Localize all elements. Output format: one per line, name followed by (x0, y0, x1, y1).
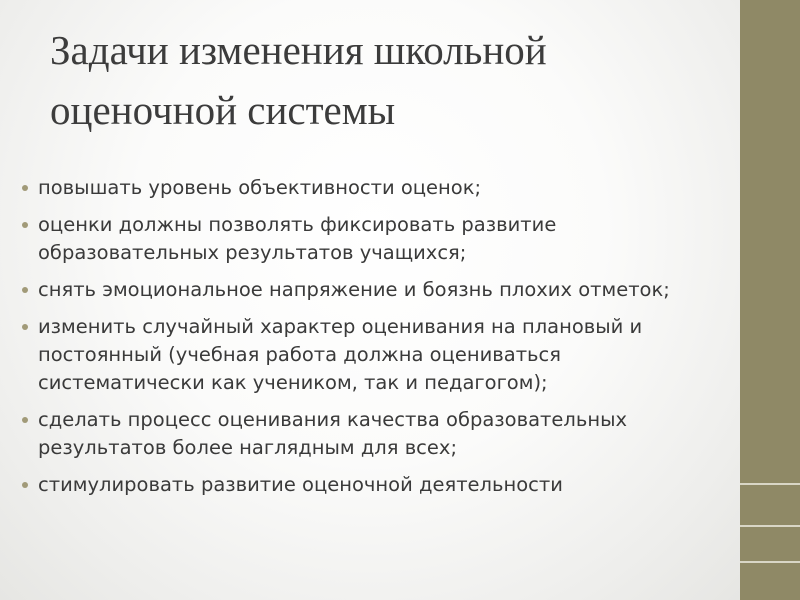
bullet-dot-icon (22, 417, 28, 423)
bullet-text: повышать уровень объективности оценок; (38, 176, 482, 199)
bullet-dot-icon (22, 287, 28, 293)
bullet-list (20, 174, 710, 508)
side-bar-stripe (740, 561, 800, 563)
bullet-dot-icon (22, 222, 28, 228)
bullet-dot-icon (22, 185, 28, 191)
bullet-item (20, 406, 710, 462)
bullet-dot-icon (22, 482, 28, 488)
slide-title: Задачи изменения школьной оценочной системы (50, 27, 547, 133)
bullet-item (20, 276, 710, 304)
bullet-item (20, 471, 710, 499)
bullet-item (20, 174, 710, 202)
bullet-dot-icon (22, 324, 28, 330)
bullet-text: изменить случайный характер оценивания на плановый и постоянный (учебная работа должна оцениваться систематически как учеником, так и педагогом); (38, 315, 643, 394)
side-bar-stripe (740, 483, 800, 485)
decorative-side-bar (740, 0, 800, 600)
side-bar-stripe (740, 525, 800, 527)
bullet-text: оценки должны позволять фиксировать развитие образовательных результатов учащихся; (38, 213, 557, 264)
bullet-item (20, 313, 710, 397)
bullet-text: сделать процесс оценивания качества образовательных результатов более наглядным для всех; (38, 408, 628, 459)
bullet-item (20, 211, 710, 267)
bullet-text: снять эмоциональное напряжение и боязнь плохих отметок; (38, 278, 670, 301)
bullet-text: стимулировать развитие оценочной деятельности (38, 473, 563, 496)
